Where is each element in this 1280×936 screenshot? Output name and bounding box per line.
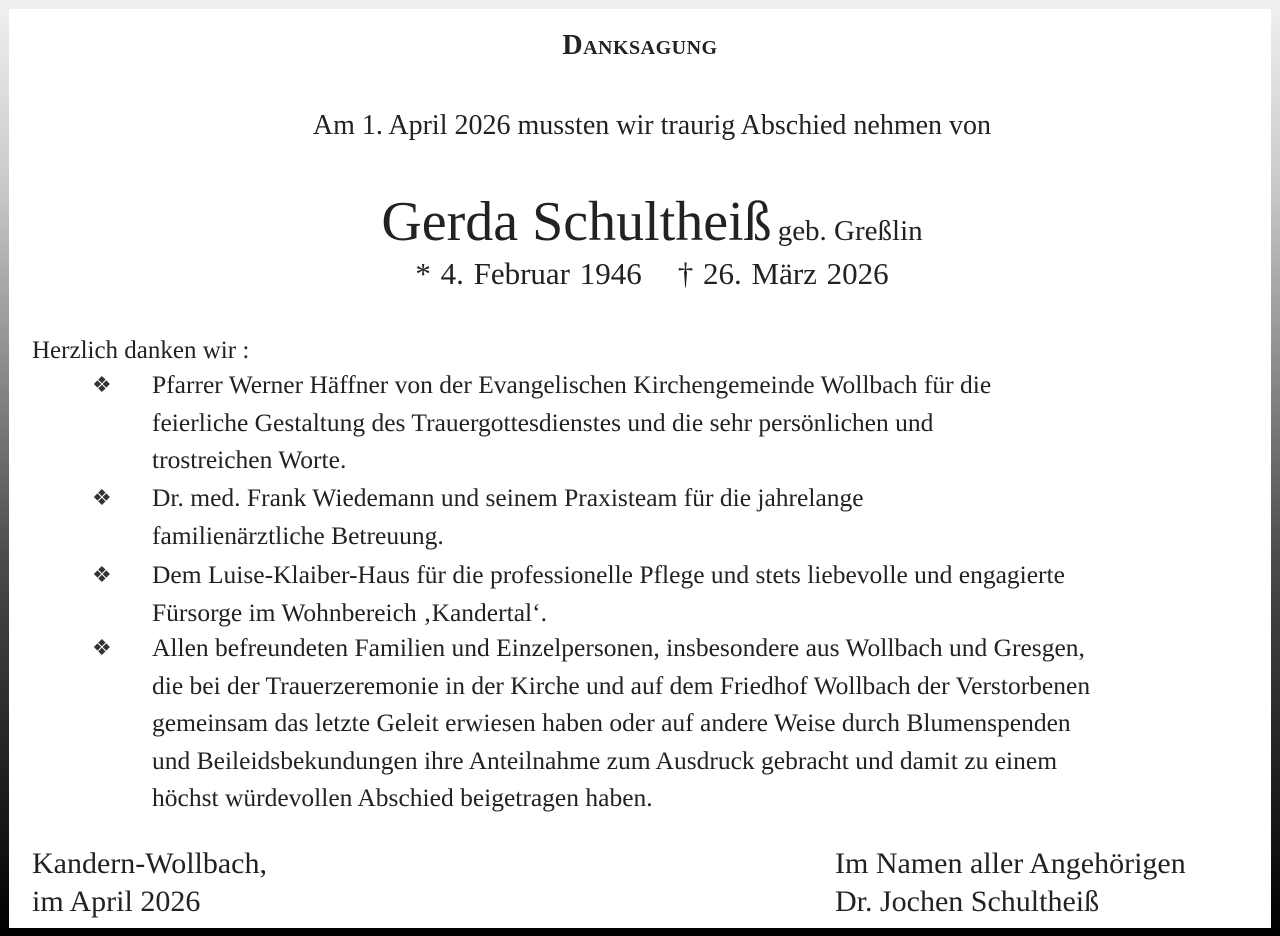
thanks-item <box>92 479 1264 554</box>
thanks-line: familienärztliche Betreuung. <box>152 520 444 550</box>
thanks-line: höchst würdevollen Abschied beigetragen haben. <box>152 783 653 812</box>
footer-signature <box>835 845 1186 921</box>
thanks-line: die bei der Trauerzeremonie in der Kirche und auf dem Friedhof Wollbach der Verstorbenen <box>152 670 1091 700</box>
footer-place: Kandern-Wollbach, <box>32 847 267 880</box>
diamond-bullet-icon: ❖ <box>92 635 112 660</box>
thanks-line: trostreichen Worte. <box>152 445 347 474</box>
maiden-name: geb. Greßlin <box>777 215 923 247</box>
diamond-bullet-icon: ❖ <box>92 485 112 510</box>
birth-date: * 4. Februar 1946 <box>415 256 642 291</box>
thanks-line: Pfarrer Werner Häffner von der Evangelischen Kirchengemeinde Wollbach für die <box>152 370 992 399</box>
thanks-line: gemeinsam das letzte Geleit erwiesen haben oder auf andere Weise durch Blumenspenden <box>152 708 1071 737</box>
thanks-intro: Herzlich danken wir : <box>32 337 250 364</box>
thanks-line: und Beileidsbekundungen ihre Anteilnahme zum Ausdruck gebracht und damit zu einem <box>152 745 1058 775</box>
thanks-line: Dem Luise-Klaiber-Haus für die professionelle Pflege und stets liebevolle und engagierte <box>152 560 1065 589</box>
thanks-item <box>92 556 1264 631</box>
thanks-line: feierliche Gestaltung des Trauergottesdienstes und die sehr persönlichen und <box>152 407 934 437</box>
intro-text: Am 1. April 2026 mussten wir traurig Abschied nehmen von <box>312 110 992 141</box>
thanks-item <box>92 629 1264 817</box>
thanks-line: Allen befreundeten Familien und Einzelpersonen, insbesondere aus Wollbach und Gresgen, <box>152 633 1085 662</box>
thanks-line: Dr. med. Frank Wiedemann und seinem Praxisteam für die jahrelange <box>152 483 864 512</box>
thanks-line: Fürsorge im Wohnbereich ‚Kandertal‘. <box>152 597 547 627</box>
deceased-name-line <box>0 190 1280 254</box>
diamond-bullet-icon: ❖ <box>92 372 112 397</box>
diamond-bullet-icon: ❖ <box>92 562 112 587</box>
death-date: † 26. März 2026 <box>677 256 889 291</box>
thanks-item <box>92 366 1264 479</box>
footer-signoff: Im Namen aller Angehörigen <box>835 847 1186 880</box>
deceased-name: Gerda Schultheiß <box>381 191 772 253</box>
footer-signer: Dr. Jochen Schultheiß <box>835 885 1100 918</box>
footer-location <box>32 845 267 921</box>
life-dates <box>0 256 1280 292</box>
footer-date: im April 2026 <box>32 885 201 918</box>
heading: Danksagung <box>562 30 718 61</box>
